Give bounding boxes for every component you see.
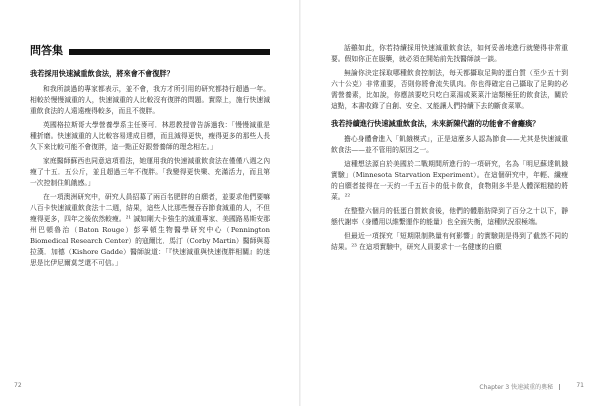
body-paragraph: 這種想法源自於美國於二戰期間所進行的一項研究，名為「明尼蘇達飢餓實驗」（Minnesota Starvation Experiment）。在這個研究中，年輕、纖瘦的自願者接得在一天約一千五百卡的低卡飲食，食物則多半是人體深粗糙的將菜。²² <box>331 160 568 201</box>
section-title: 問答集 <box>30 44 63 57</box>
body-paragraph: 和我所談過的專家都表示，並不會，我方才所引用的研究都持行超過一年。相較於慢慢減重的人，快速減重的人比較沒有復胖的問題。實際上，施行快速減重飲食法的人遠遠瘦得較多，而且不復胖。 <box>30 85 270 115</box>
body-paragraph: 在整整六個月的低蛋白質飲食後，他們的體脂肪降到了百分之十以下，靜態代謝率（身體用以維繫運作的能量）也全面失衡，這種狀況很極端。 <box>331 207 568 226</box>
body-paragraph: 英國格拉斯哥大學營養學系主任麥可．林恩教授曾告訴過我：「慢慢減重是種折磨。快速減重的人比較容易達成目標，而且減得更快，瘦得更多的那些人長久下來比較可能不會復胖，這一點正好跟營養師的理念相左。」 <box>30 121 270 151</box>
body-paragraph: 在一項澳洲研究中，研究人員招募了兩百名肥胖的自願者，並要求他們要嘛八百卡快速減重飲食法十二週，結果，這些人比那些慢吞吞節食減重的人，不但瘦得更多，四年之後依然較瘦。²¹ 誠如剛大卡強生的減重專家、美國路易斯安那州巴頓魯治（Baton Rouge）彭寧頓生物醫學研究中心（Pennington Biomedical Research Center）的寇爾比．馬汀（Corby Martin）醫師與葛拉漢．加德（Kishore Gadde）醫師說道：「『快速減重與快速復胖相關』的迷思是比伊尼爾莫芝還不可信。」 <box>30 193 270 267</box>
running-head-title: 快速減重的奧秘 <box>511 384 554 391</box>
right-page <box>301 0 600 406</box>
body-paragraph: 話雖如此，你若持續採用快速減重飲食法，如何妥善地進行就變得非常重要。假如你正在服藥，就必須在開始前先找醫師談一談。 <box>331 44 568 63</box>
body-paragraph: 家庭醫師蘇西也同意這項看法，她運用我的快速減重飲食法在僅僅八週之內瘦了十五．五公斤，並且超過三年不復胖。「我變得更快樂、充滿活力，而且第一次控制住飢餓感。」 <box>30 157 270 187</box>
body-paragraph: 擔心身體會進入「飢餓模式」，正是這麼多人認為節食——尤其是快速減重飲食法——並不管用的原因之一。 <box>331 135 568 154</box>
question-heading: 我若持續進行快速減重飲食法，未來新陳代謝的功能會不會癱瘓？ <box>331 119 540 128</box>
left-text-column <box>30 62 270 272</box>
question-heading: 我若採用快速減重飲食法，將來會不會復胖？ <box>30 69 174 78</box>
page-number: 72 <box>14 382 22 389</box>
body-paragraph: 無論你決定採取哪種飲食控制法，每天都攝取足夠的蛋白質（至少五十到六十公克）非常重要，否則你將會流失肌肉。你也得確定自己攝取了足夠的必需營養素，比如說，你應該要吃只吃白菜湯或萊菜汁這類極狂的飲食法，關於這點，本書收錄了自創、安全、又能讓人們持續下去的斷食菜單。 <box>331 69 568 110</box>
right-text-column <box>331 43 568 256</box>
running-head <box>479 382 564 391</box>
body-paragraph: 但最近一項探究「短期限制熱量有何影響」的實驗則是得到了截然不同的結果。²³ 在這項實驗中，研究人員要求十一名健康的自願 <box>331 232 568 251</box>
section-rule <box>69 49 270 55</box>
section-header <box>30 42 270 58</box>
page-number: 71 <box>576 382 584 389</box>
running-head-chapter: Chapter 3 <box>479 384 510 391</box>
running-head-divider <box>559 384 560 390</box>
